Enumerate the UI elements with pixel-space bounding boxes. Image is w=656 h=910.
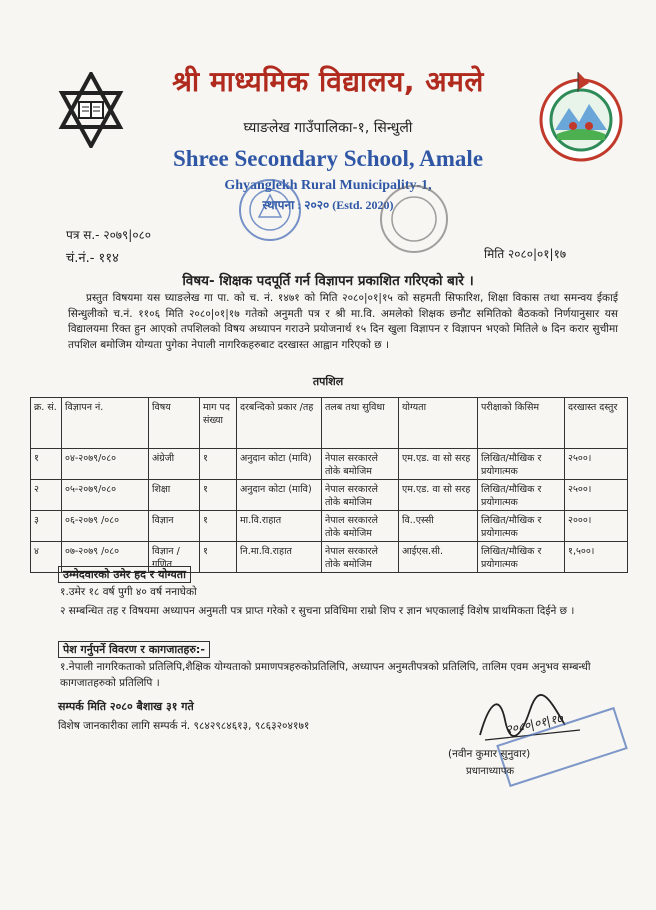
cell: १: [200, 542, 237, 573]
col-qualification: योग्यता: [399, 398, 478, 449]
cell: लिखित/मौखिक र प्रयोगात्मक: [478, 511, 565, 542]
cell: नेपाल सरकारले तोके बमोजिम: [322, 449, 399, 480]
signatory-designation: प्रधानाध्यापक: [466, 766, 515, 777]
documents-list: १.नेपाली नागरिकताको प्रतिलिपि,शैक्षिक योग्यताको प्रमाणपत्रहरुकोप्रतिलिपि, अध्यापन अनुमतीपत्रको प्रतिलिपि, तालिम एवम अनुभव सम्बन्धी कागजातहरुको प्रतिलिपि ।: [60, 661, 591, 689]
cell: अनुदान कोटा (मावि): [237, 449, 322, 480]
details-heading: तपशिल: [312, 375, 344, 388]
cell: लिखित/मौखिक र प्रयोगात्मक: [478, 542, 565, 573]
school-address-english: Ghyanglekh Rural Municipality-1,: [224, 178, 432, 193]
cell: शिक्षा: [149, 480, 200, 511]
cell: लिखित/मौखिक र प्रयोगात्मक: [478, 449, 565, 480]
cell: विज्ञान /गणित: [149, 542, 200, 573]
cell: २५००।: [565, 449, 628, 480]
cell: अंग्रेजी: [149, 449, 200, 480]
cell: आईएस.सी.: [399, 542, 478, 573]
cell: मा.वि.राहात: [237, 511, 322, 542]
cell: लिखित/मौखिक र प्रयोगात्मक: [478, 480, 565, 511]
school-name-english: Shree Secondary School, Amale: [172, 146, 484, 171]
cell: नेपाल सरकारले तोके बमोजिम: [322, 480, 399, 511]
cell: १: [200, 449, 237, 480]
cell: अनुदान कोटा (मावि): [237, 480, 322, 511]
table-row: [31, 480, 628, 511]
cell: १: [200, 511, 237, 542]
eligibility-heading: उम्मेदवारको उमेर हद र योग्यता: [58, 566, 191, 583]
contact-phone: विशेष जानकारीका लागि सम्पर्क नं. ९८४२९८४६१३, ९८६३२०४१७१: [58, 720, 310, 732]
vacancy-table: [30, 397, 628, 573]
cell: २०००।: [565, 511, 628, 542]
cell: एम.एड. वा सो सरह: [399, 480, 478, 511]
eligibility-priority: २ सम्बन्धित तह र विषयमा अध्यापन अनुमती पत्र प्राप्त गरेको र सुचना प्रविधिमा राम्रो शिप र ज्ञान भएकालाई विशेष प्राथमिकता दिईने छ ।: [60, 605, 575, 617]
col-salary: तलब तथा सुविधा: [322, 398, 399, 449]
cell: ०४-२०७९/०८०: [62, 449, 149, 480]
cell: २५००।: [565, 480, 628, 511]
letter-subject: विषय- शिक्षक पदपूर्ति गर्न विज्ञापन प्रकाशित गरिएको बारे ।: [182, 273, 474, 289]
cell: ०५-२०७९/०८०: [62, 480, 149, 511]
table-header-row: [31, 398, 628, 449]
cell: वि..एस्सी: [399, 511, 478, 542]
cell: नि.मा.वि.राहात: [237, 542, 322, 573]
table-row: [31, 511, 628, 542]
cell: एम.एड. वा सो सरह: [399, 449, 478, 480]
established-year: स्थापना : २०२० (Estd. 2020): [262, 198, 394, 212]
cell: १: [200, 480, 237, 511]
contact-date: सम्पर्क मिति २०८० बैशाख ३१ गते: [58, 700, 194, 713]
school-stamp: [237, 177, 303, 243]
cell: नेपाल सरकारले तोके बमोजिम: [322, 542, 399, 573]
cell: ३: [31, 511, 62, 542]
cell: १: [31, 449, 62, 480]
letter-body: प्रस्तुत विषयमा यस घ्याङलेख गा पा. को च. नं. १४७१ को मिति २०८०|०१|१५ को सहमती सिफारिश, शिक्षा विकास तथा समन्वय ईकाई सिन्धुलीको च.नं. ११०६ मिति २०८०|०१|१७ गतेको अनुमती पत्र र श्री मा.वि. अमलेको शिक्षक छनौट समितिको बैठकको निर्णयानुसार यस विद्यालयमा रिक्त हुन आएको तपशिलको विषय अध्यापन गराउने प्रयोजनार्थ १५ दिन खुला विज्ञापन र विज्ञापन भएको मितिले ७ दिन करार सुचीमा तपशिल बमोजिम योग्यता पुगेका नेपाली नागरिकहरुबाट दरखास्त आह्वान गरिएको छ ।: [68, 292, 618, 351]
cell: ४: [31, 542, 62, 573]
col-ad-number: विज्ञापन नं.: [62, 398, 149, 449]
signatory-name: (नवीन कुमार सुनुवार): [448, 748, 531, 760]
documents-heading: पेश गर्नुपर्ने विवरण र कागजातहरु:-: [58, 641, 210, 658]
school-address-nepali: घ्याङलेख गाउँपालिका-१, सिन्धुली: [243, 120, 413, 136]
cell: विज्ञान: [149, 511, 200, 542]
eligibility-age: १.उमेर १८ वर्ष पुगी ४० वर्ष ननाघेको: [60, 586, 197, 598]
col-serial: क्र. सं.: [31, 398, 62, 449]
letter-reference-number: पत्र स.- २०७९|०८०: [66, 228, 152, 242]
cell: २: [31, 480, 62, 511]
col-quota-level: दरबन्दिको प्रकार /तह: [237, 398, 322, 449]
letter-date: मिति २०८०|०१|१७: [484, 247, 567, 261]
cell: नेपाल सरकारले तोके बमोजिम: [322, 511, 399, 542]
table-row: [31, 449, 628, 480]
col-subject: विषय: [149, 398, 200, 449]
cell: ०७-२०७९ /०८०: [62, 542, 149, 573]
cell: १,५००।: [565, 542, 628, 573]
cell: ०६-२०७९ /०८०: [62, 511, 149, 542]
office-stamp: [378, 183, 450, 255]
signature-handwritten-date: २०८०|०१|१७: [504, 711, 564, 737]
school-name-nepali: श्री माध्यमिक विद्यालय, अमले: [172, 65, 484, 98]
dispatch-number: चं.नं.- ११४: [66, 251, 119, 266]
col-exam-type: परीक्षाको किसिम: [478, 398, 565, 449]
col-posts: माग पद संख्या: [200, 398, 237, 449]
col-fee: दरखास्त दस्तुर: [565, 398, 628, 449]
